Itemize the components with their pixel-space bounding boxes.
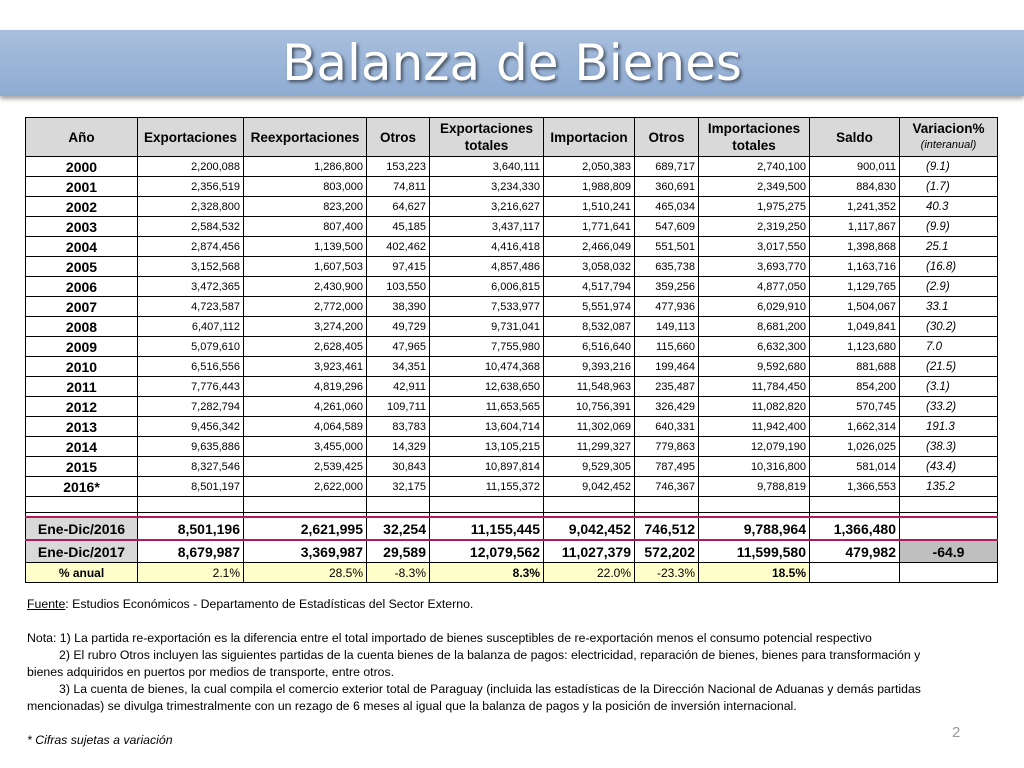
cell-exportaciones: 3,472,365 [138,277,244,297]
summary-label: Ene-Dic/2016 [26,517,138,540]
cell-exportaciones: 6,407,112 [138,317,244,337]
cell-exportaciones-totales: 3,234,330 [430,177,544,197]
cell-exportaciones: 2,356,519 [138,177,244,197]
cell-exportaciones-totales: 13,105,215 [430,437,544,457]
pct-importaciones-totales: 18.5% [699,563,810,583]
cell-importacion: 4,517,794 [544,277,635,297]
cell-otros-imp: 326,429 [635,397,699,417]
cell-otros-imp: 359,256 [635,277,699,297]
cell-reexportaciones: 4,819,296 [244,377,367,397]
cell-otros: 42,911 [367,377,430,397]
cell-saldo: 1,129,765 [810,277,900,297]
cell-year: 2009 [26,337,138,357]
cell-exportaciones: 5,079,610 [138,337,244,357]
cell-importacion: 5,551,974 [544,297,635,317]
cell-importaciones-totales: 12,079,190 [699,437,810,457]
cell-importacion: 2,466,049 [544,237,635,257]
note-cifras: * Cifras sujetas a variación [27,733,173,747]
cell-otros-imp: 199,464 [635,357,699,377]
cell-otros: 49,729 [367,317,430,337]
cell-importacion: 1,771,641 [544,217,635,237]
cell-variacion: (1.7) [900,177,998,197]
variacion-sub: (interanual) [920,139,977,151]
cell-exportaciones: 8,327,546 [138,457,244,477]
cell-year: 2014 [26,437,138,457]
table-row [26,357,998,377]
table-row [26,317,998,337]
cell-importaciones-totales: 6,632,300 [699,337,810,357]
cell-year: 2005 [26,257,138,277]
cell-saldo: 570,745 [810,397,900,417]
source-label: Fuente [27,597,66,611]
cell-otros: 103,550 [367,277,430,297]
cell-importacion: 11,302,069 [544,417,635,437]
cell-otros: 30,843 [367,457,430,477]
cell-otros-imp: 572,202 [635,540,699,563]
cell-otros: 32,254 [367,517,430,540]
table-row [26,477,998,497]
cell-importaciones-totales: 4,877,050 [699,277,810,297]
col-header-variacion [900,118,998,157]
cell-exportaciones-totales: 7,755,980 [430,337,544,357]
cell-importaciones-totales: 3,693,770 [699,257,810,277]
note-1: Nota: 1) La partida re-exportación es la diferencia entre el total importado de bienes susceptibles de re-exportación menos el consumo potencial respectivo [27,631,872,645]
cell-exportaciones-totales: 3,640,111 [430,157,544,177]
col-header-anio: Año [26,118,138,157]
cell-variacion: (30.2) [900,317,998,337]
cell-otros-imp: 149,113 [635,317,699,337]
col-header-otros: Otros [367,118,430,157]
cell-variacion: (33.2) [900,397,998,417]
cell-importacion: 1,988,809 [544,177,635,197]
cell-otros-imp: 477,936 [635,297,699,317]
table-row [26,337,998,357]
cell-reexportaciones: 2,772,000 [244,297,367,317]
cell-otros-imp: 779,863 [635,437,699,457]
table-row [26,377,998,397]
cell-variacion: (16.8) [900,257,998,277]
cell-exportaciones-totales: 11,155,445 [430,517,544,540]
cell-variacion: (38.3) [900,437,998,457]
table-row [26,457,998,477]
cell-exportaciones-totales: 11,653,565 [430,397,544,417]
cell-variacion: 191.3 [900,417,998,437]
cell-importaciones-totales: 8,681,200 [699,317,810,337]
cell-reexportaciones: 3,923,461 [244,357,367,377]
cell-exportaciones: 8,679,987 [138,540,244,563]
pct-exportaciones-totales: 8.3% [430,563,544,583]
cell-exportaciones-totales: 13,604,714 [430,417,544,437]
col-header-exportaciones-totales: Exportaciones totales [430,118,544,157]
summary-row [26,540,998,563]
cell-importaciones-totales: 3,017,550 [699,237,810,257]
cell-year: 2007 [26,297,138,317]
cell-exportaciones: 2,328,800 [138,197,244,217]
cell-saldo: 881,688 [810,357,900,377]
cell-year: 2003 [26,217,138,237]
cell-reexportaciones: 2,621,995 [244,517,367,540]
cell-year: 2013 [26,417,138,437]
cell-exportaciones: 8,501,197 [138,477,244,497]
note-3a: 3) La cuenta de bienes, la cual compila el comercio exterior total de Paraguay (incluida las estadísticas de la Dirección Nacional de Aduanas y demás partidas [59,682,921,696]
table-row [26,237,998,257]
cell-variacion: 25.1 [900,237,998,257]
cell-reexportaciones: 823,200 [244,197,367,217]
cell-importaciones-totales: 11,599,580 [699,540,810,563]
pct-saldo-empty [810,563,900,583]
cell-year: 2011 [26,377,138,397]
cell-year: 2001 [26,177,138,197]
table-row [26,277,998,297]
cell-otros-imp: 547,609 [635,217,699,237]
cell-importacion: 9,529,305 [544,457,635,477]
cell-otros: 47,965 [367,337,430,357]
cell-exportaciones: 3,152,568 [138,257,244,277]
cell-importaciones-totales: 9,592,680 [699,357,810,377]
cell-reexportaciones: 1,139,500 [244,237,367,257]
table-row [26,157,998,177]
cell-exportaciones-totales: 7,533,977 [430,297,544,317]
cell-exportaciones-totales: 3,437,117 [430,217,544,237]
cell-exportaciones: 4,723,587 [138,297,244,317]
cell-exportaciones: 2,200,088 [138,157,244,177]
blank-row [26,497,998,513]
cell-importaciones-totales: 11,784,450 [699,377,810,397]
cell-exportaciones: 8,501,196 [138,517,244,540]
cell-variacion: (2.9) [900,277,998,297]
col-header-reexportaciones: Reexportaciones [244,118,367,157]
cell-year: 2010 [26,357,138,377]
col-header-saldo: Saldo [810,118,900,157]
cell-saldo: 1,026,025 [810,437,900,457]
cell-exportaciones: 9,456,342 [138,417,244,437]
cell-saldo: 1,117,867 [810,217,900,237]
summary-row [26,517,998,540]
cell-saldo: 1,662,314 [810,417,900,437]
cell-saldo: 479,982 [810,540,900,563]
note-2b: bienes adquiridos en puertos por medios de transporte, entre otros. [27,665,395,679]
cell-otros-imp: 689,717 [635,157,699,177]
cell-importaciones-totales: 2,349,500 [699,177,810,197]
cell-otros-imp: 746,367 [635,477,699,497]
cell-saldo: 581,014 [810,457,900,477]
cell-otros-imp: 360,691 [635,177,699,197]
cell-saldo: 854,200 [810,377,900,397]
col-header-otros-imp: Otros [635,118,699,157]
cell-variacion: (3.1) [900,377,998,397]
cell-exportaciones: 9,635,886 [138,437,244,457]
cell-otros: 14,329 [367,437,430,457]
cell-otros: 402,462 [367,237,430,257]
cell-reexportaciones: 1,286,800 [244,157,367,177]
cell-importaciones-totales: 11,942,400 [699,417,810,437]
cell-reexportaciones: 4,261,060 [244,397,367,417]
cell-importaciones-totales: 2,319,250 [699,217,810,237]
cell-exportaciones: 6,516,556 [138,357,244,377]
cell-year: 2015 [26,457,138,477]
slide-number: 2 [952,724,961,741]
cell-year: 2012 [26,397,138,417]
cell-exportaciones-totales: 4,857,486 [430,257,544,277]
slide-title: Balanza de Bienes [282,34,742,92]
cell-variacion: 33.1 [900,297,998,317]
cell-variacion: 135.2 [900,477,998,497]
col-header-importacion: Importacion [544,118,635,157]
cell-otros: 64,627 [367,197,430,217]
cell-importacion: 8,532,087 [544,317,635,337]
cell-saldo: 884,830 [810,177,900,197]
cell-reexportaciones: 2,628,405 [244,337,367,357]
cell-importaciones-totales: 9,788,964 [699,517,810,540]
cell-exportaciones-totales: 4,416,418 [430,237,544,257]
cell-reexportaciones: 1,607,503 [244,257,367,277]
cell-year: 2006 [26,277,138,297]
notes-block [27,596,997,749]
cell-reexportaciones: 3,455,000 [244,437,367,457]
cell-reexportaciones: 2,430,900 [244,277,367,297]
table-row [26,297,998,317]
cell-exportaciones: 7,776,443 [138,377,244,397]
cell-year: 2004 [26,237,138,257]
cell-otros: 153,223 [367,157,430,177]
pct-label: % anual [26,563,138,583]
col-header-importaciones-totales: Importaciones totales [699,118,810,157]
cell-reexportaciones: 807,400 [244,217,367,237]
cell-importacion: 11,299,327 [544,437,635,457]
pct-exportaciones: 2.1% [138,563,244,583]
note-2a: 2) El rubro Otros incluyen las siguientes partidas de la cuenta bienes de la balanza de pagos: electricidad, reparación de bienes, bienes para transformación y [59,648,921,662]
variacion-label: Variacion% [912,121,985,136]
cell-importaciones-totales: 6,029,910 [699,297,810,317]
cell-otros: 29,589 [367,540,430,563]
cell-otros-imp: 465,034 [635,197,699,217]
cell-otros: 83,783 [367,417,430,437]
cell-exportaciones-totales: 10,897,814 [430,457,544,477]
cell-exportaciones: 2,584,532 [138,217,244,237]
cell-variacion: 40.3 [900,197,998,217]
cell-reexportaciones: 2,622,000 [244,477,367,497]
cell-importacion: 6,516,640 [544,337,635,357]
cell-otros: 38,390 [367,297,430,317]
cell-exportaciones: 7,282,794 [138,397,244,417]
cell-saldo: 1,049,841 [810,317,900,337]
cell-otros-imp: 746,512 [635,517,699,540]
cell-importaciones-totales: 9,788,819 [699,477,810,497]
note-3b: mencionadas) se divulga trimestralmente con un rezago de 6 meses al igual que la balanza de pagos y la posición de inversión internacional. [27,699,797,713]
cell-variacion: (43.4) [900,457,998,477]
cell-exportaciones-totales: 12,638,650 [430,377,544,397]
source-line [27,596,997,613]
cell-importacion: 9,042,452 [544,477,635,497]
pct-importacion: 22.0% [544,563,635,583]
cell-variacion: -64.9 [900,540,998,563]
cell-variacion: (21.5) [900,357,998,377]
cell-exportaciones: 2,874,456 [138,237,244,257]
pct-reexportaciones: 28.5% [244,563,367,583]
cell-otros-imp: 787,495 [635,457,699,477]
cell-saldo: 1,366,553 [810,477,900,497]
pct-variacion-empty [900,563,998,583]
cell-otros: 45,185 [367,217,430,237]
cell-variacion: (9.9) [900,217,998,237]
cell-saldo: 1,241,352 [810,197,900,217]
cell-otros: 32,175 [367,477,430,497]
cell-exportaciones-totales: 12,079,562 [430,540,544,563]
cell-saldo: 900,011 [810,157,900,177]
cell-reexportaciones: 803,000 [244,177,367,197]
source-text: : Estudios Económicos - Departamento de Estadísticas del Sector Externo. [65,597,474,611]
cell-importacion: 11,027,379 [544,540,635,563]
cell-otros: 34,351 [367,357,430,377]
cell-exportaciones-totales: 3,216,627 [430,197,544,217]
cell-importacion: 3,058,032 [544,257,635,277]
cell-otros-imp: 235,487 [635,377,699,397]
cell-importacion: 10,756,391 [544,397,635,417]
pct-otros-imp: -23.3% [635,563,699,583]
cell-variacion [900,517,998,540]
cell-otros: 109,711 [367,397,430,417]
cell-reexportaciones: 2,539,425 [244,457,367,477]
cell-importaciones-totales: 11,082,820 [699,397,810,417]
cell-importaciones-totales: 10,316,800 [699,457,810,477]
cell-otros: 74,811 [367,177,430,197]
cell-otros-imp: 551,501 [635,237,699,257]
table-row [26,177,998,197]
cell-saldo: 1,163,716 [810,257,900,277]
cell-importaciones-totales: 1,975,275 [699,197,810,217]
header-row [26,118,998,157]
cell-importacion: 2,050,383 [544,157,635,177]
cell-variacion: (9.1) [900,157,998,177]
cell-year: 2002 [26,197,138,217]
pct-anual-row [26,563,998,583]
table-row [26,417,998,437]
table-row [26,257,998,277]
cell-exportaciones-totales: 11,155,372 [430,477,544,497]
cell-saldo: 1,398,868 [810,237,900,257]
table-row [26,197,998,217]
cell-importacion: 1,510,241 [544,197,635,217]
cell-year: 2008 [26,317,138,337]
cell-otros-imp: 640,331 [635,417,699,437]
cell-exportaciones-totales: 10,474,368 [430,357,544,377]
cell-exportaciones-totales: 6,006,815 [430,277,544,297]
cell-variacion: 7.0 [900,337,998,357]
cell-reexportaciones: 3,369,987 [244,540,367,563]
cell-otros: 97,415 [367,257,430,277]
cell-reexportaciones: 3,274,200 [244,317,367,337]
cell-importaciones-totales: 2,740,100 [699,157,810,177]
table-row [26,397,998,417]
cell-importacion: 9,393,216 [544,357,635,377]
cell-reexportaciones: 4,064,589 [244,417,367,437]
cell-exportaciones-totales: 9,731,041 [430,317,544,337]
col-header-exportaciones: Exportaciones [138,118,244,157]
table-row [26,217,998,237]
pct-otros: -8.3% [367,563,430,583]
summary-label: Ene-Dic/2017 [26,540,138,563]
cell-saldo: 1,504,067 [810,297,900,317]
balance-table [25,117,998,583]
cell-year: 2000 [26,157,138,177]
cell-otros-imp: 635,738 [635,257,699,277]
cell-saldo: 1,366,480 [810,517,900,540]
cell-otros-imp: 115,660 [635,337,699,357]
cell-year: 2016* [26,477,138,497]
cell-saldo: 1,123,680 [810,337,900,357]
cell-importacion: 9,042,452 [544,517,635,540]
cell-importacion: 11,548,963 [544,377,635,397]
table-row [26,437,998,457]
